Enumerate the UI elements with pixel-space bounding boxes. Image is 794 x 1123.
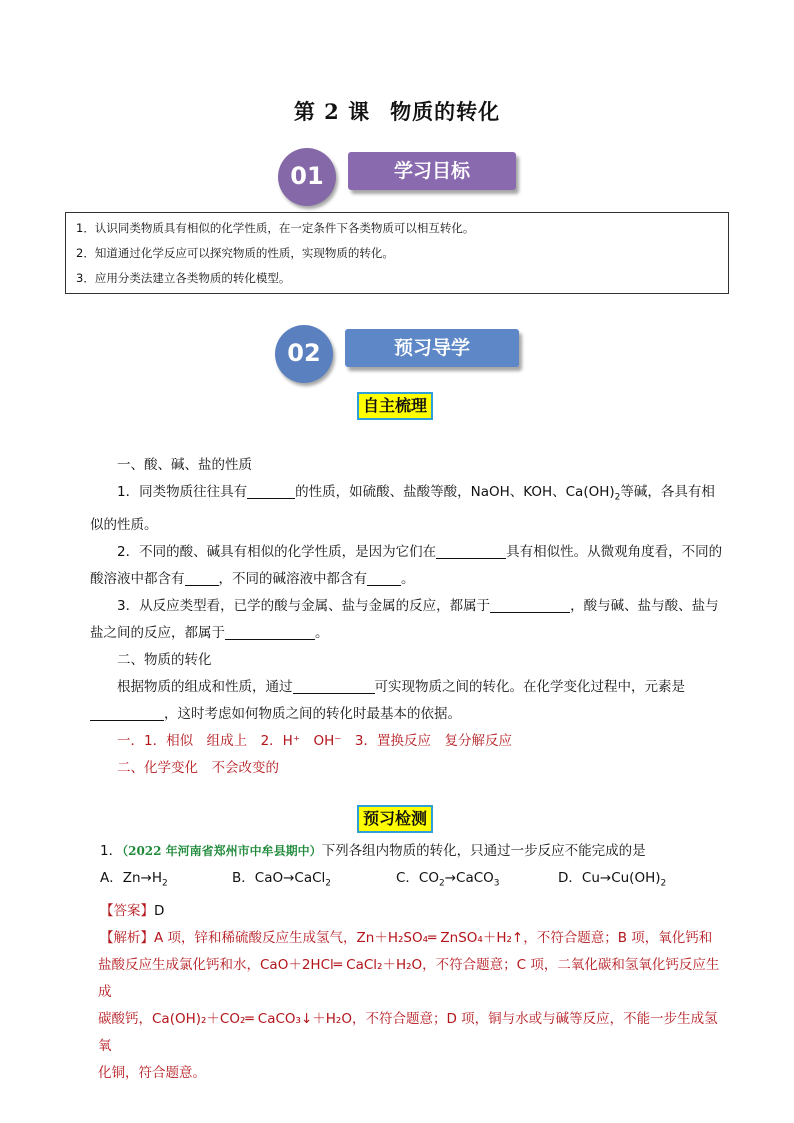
answer-line-2: 二、化学变化 不会改变的 [117,759,279,776]
preview-check-section [98,838,730,1087]
blank [490,597,570,613]
answer-line [100,898,730,925]
analysis-line-2: 盐酸反应生成氯化钙和水，CaO＋2HCl═ CaCl₂＋H₂O，不符合题意；C 项，二氧化碳和氢氧化钙反应生成 [98,956,720,1000]
lesson-name: 物质的转化 [390,99,501,124]
paragraph-2: 2．不同的酸、碱具有相似的化学性质，是因为它们在 具有相似性。从微观角度看，不同的 [117,543,723,560]
learning-goals-box [65,212,729,294]
blank [367,570,401,586]
analysis-line-3: 碳酸钙，Ca(OH)₂＋CO₂═ CaCO₃↓＋H₂O，不符合题意；D 项，铜与水或与碱等反应，不能一步生成氢氧 [98,1010,718,1054]
blank [436,543,506,559]
blank [90,705,164,721]
answer-label: 【答案】 [100,902,154,919]
analysis-line-1: 【解析】A 项，锌和稀硫酸反应生成氢气，Zn＋H₂SO₄═ ZnSO₄＋H₂↑，不符合题意；B 项，氧化钙和 [100,929,713,946]
option-b: B．CaO→CaCl$_2$ [232,870,332,889]
banner-label: 预习导学 [345,329,519,367]
option-d: D．$Cu\to Cu(OH)_2$ [558,870,667,889]
banner-label: 学习目标 [348,152,516,190]
paragraph-1: 1．同类物质往往具有 的性质，如硫酸、盐酸等酸，NaOH、KOH、$Ca(OH)_2$等碱，各具有相 [117,484,715,503]
blank [225,624,315,640]
goal-item: 1．认识同类物质具有相似的化学性质，在一定条件下各类物质可以相互转化。 [76,221,475,235]
answer-value: D [154,902,165,919]
lesson-number: 第 2 课 [293,99,371,124]
blank [185,570,219,586]
analysis-line-4: 化铜，符合题意。 [98,1064,206,1081]
banner-number: 02 [275,325,333,383]
paragraph-3-cont: 盐之间的反应，都属于 。 [90,624,329,641]
blank [247,483,295,499]
question-options [100,865,730,898]
question-stem: 1．（2022 年河南省郑州市中牟县期中）下列各组内物质的转化，只通过一步反应不能完成的是 [100,843,646,859]
paragraph-2-cont: 酸溶液中都含有 ，不同的碱溶液中都含有 。 [90,570,415,587]
option-a: A．$Zn\to H_2$ [100,870,168,889]
self-study-section [90,452,730,782]
paragraph-4-cont: ，这时考虑如何物质之间的转化时最基本的依据。 [90,701,730,728]
heading-acid-base-salt: 一、酸、碱、盐的性质 [117,457,252,473]
answer-line-1: 一．1．相似 组成上 2．H⁺ OH⁻ 3．置换反应 复分解反应 [117,732,512,749]
question-source: （2022 年河南省郑州市中牟县期中） [122,844,322,858]
page-title [0,96,794,126]
goal-item: 2．知道通过化学反应可以探究物质的性质，实现物质的转化。 [76,246,394,260]
heading-conversion: 二、物质的转化 [117,651,212,668]
paragraph-3: 3．从反应类型看，已学的酸与金属、盐与金属的反应，都属于 ，酸与碱、盐与酸、盐与 [117,597,719,614]
option-c: C．$CO_2\to CaCO_3$ [396,870,500,889]
banner-number: 01 [278,148,336,206]
goal-item: 3．应用分类法建立各类物质的转化模型。 [76,271,291,285]
section-tag-self-study: 自主梳理 [357,392,433,420]
blank [293,678,375,694]
paragraph-1-cont: 似的性质。 [90,516,158,533]
section-tag-preview-check: 预习检测 [357,805,433,833]
paragraph-4: 根据物质的组成和性质，通过 可实现物质之间的转化。在化学变化过程中，元素是 [117,678,685,695]
